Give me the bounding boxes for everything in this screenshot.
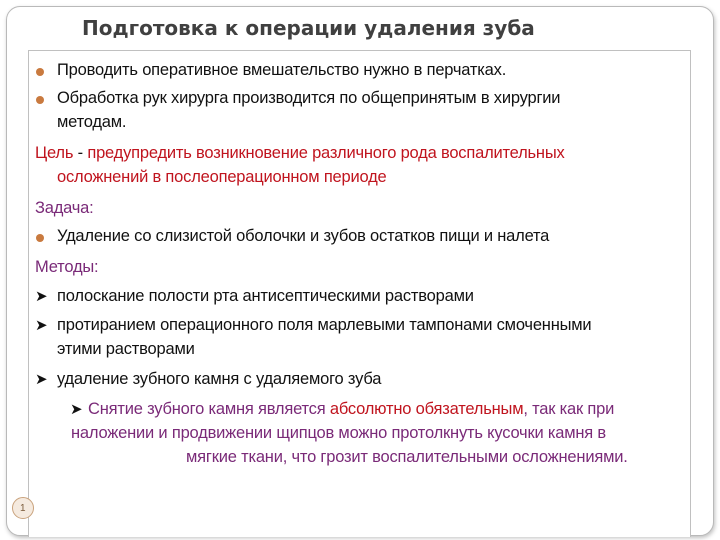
bullet-text-continued: методам. <box>57 113 127 131</box>
arrow-bullet-icon: ➤ <box>35 287 48 305</box>
note-emphasis: абсолютно обязательным <box>329 400 524 418</box>
bullet-dot-icon <box>36 96 44 104</box>
goal-text-continued: осложнений в послеоперационном периоде <box>57 168 387 186</box>
goal-line <box>35 142 565 165</box>
note-text: Снятие зубного камня является <box>88 400 330 418</box>
slide-number-badge: 1 <box>12 497 34 519</box>
arrow-bullet-icon: ➤ <box>35 316 48 334</box>
goal-label: Цель <box>35 144 74 162</box>
bullet-text: Проводить оперативное вмешательство нужно в перчатках. <box>57 61 507 79</box>
note-line-3: мягкие ткани, что грозит воспалительными осложнениями. <box>186 448 628 466</box>
note-line-1 <box>88 398 614 421</box>
bullet-dot-icon <box>36 68 44 76</box>
slide-title: Подготовка к операции удаления зуба <box>82 16 535 40</box>
bullet-text: Удаление со слизистой оболочки и зубов остатков пищи и налета <box>57 227 550 245</box>
content-panel <box>28 50 691 537</box>
bullet-dot-icon <box>36 234 44 242</box>
goal-dash: - <box>73 144 88 162</box>
task-label: Задача: <box>35 199 94 217</box>
method-text: полоскание полости рта антисептическими растворами <box>57 287 474 305</box>
note-text: , так как при <box>523 400 615 418</box>
methods-label: Методы: <box>35 258 99 276</box>
method-text: удаление зубного камня с удаляемого зуба <box>57 370 382 388</box>
arrow-bullet-icon: ➤ <box>70 400 83 418</box>
arrow-bullet-icon: ➤ <box>35 370 48 388</box>
note-line-2: наложении и продвижении щипцов можно протолкнуть кусочки камня в <box>71 424 606 442</box>
method-text-continued: этими растворами <box>57 340 195 358</box>
goal-text: предупредить возникновение различного рода воспалительных <box>87 144 565 162</box>
method-text: протиранием операционного поля марлевыми тампонами смоченными <box>57 316 592 334</box>
bullet-text: Обработка рук хирурга производится по общепринятым в хирургии <box>57 89 561 107</box>
